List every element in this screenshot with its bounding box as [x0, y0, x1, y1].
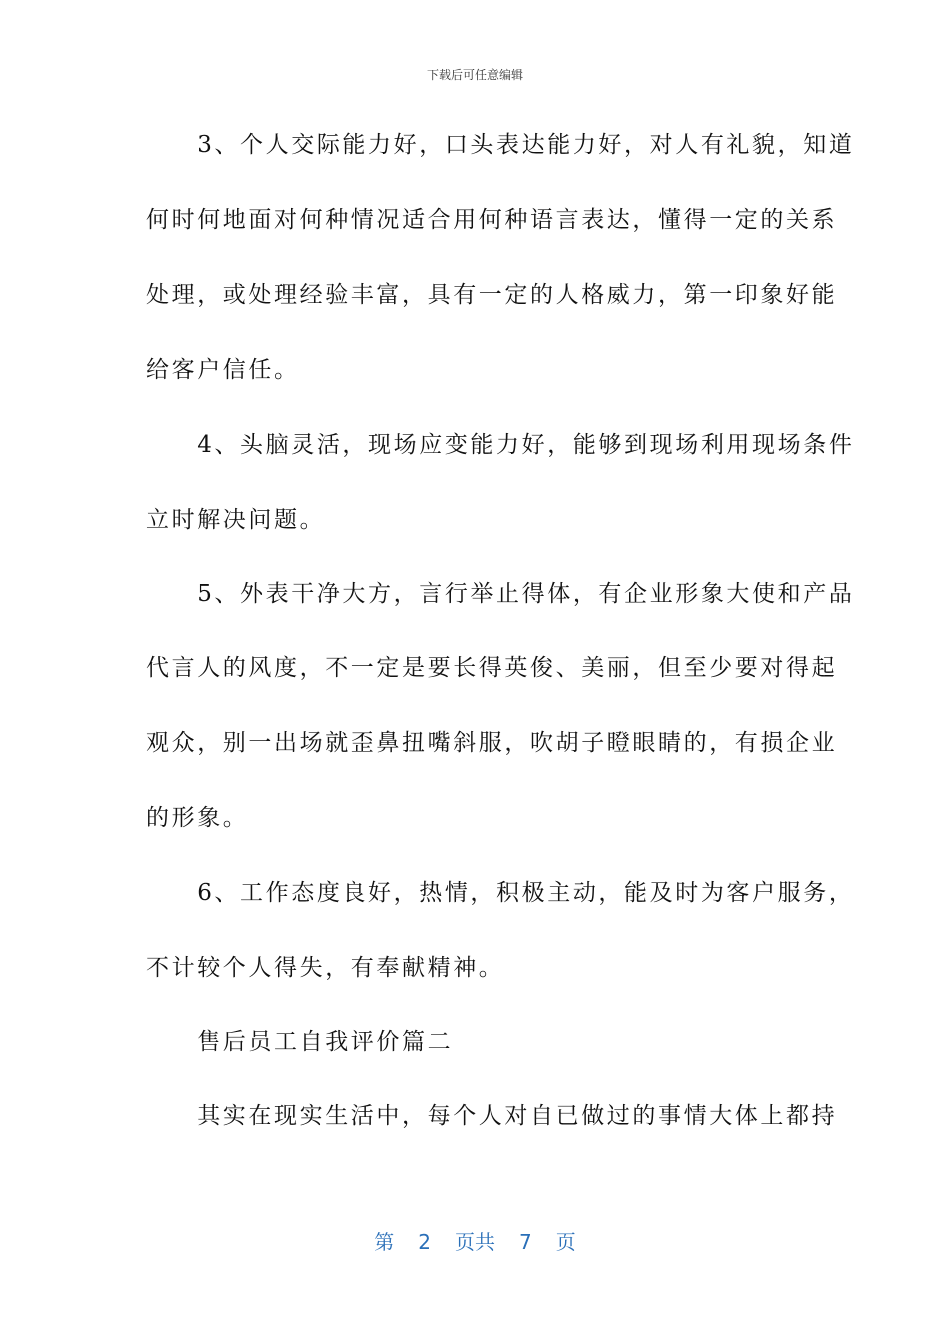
page-header: 下载后可任意编辑 — [426, 68, 523, 82]
footer-page-number: 2 — [418, 1230, 431, 1254]
text-line-9: 观众，别一出场就歪鼻扭嘴斜服，吹胡子瞪眼睛的，有损企业 — [146, 730, 838, 756]
text-line-4: 给客户信任。 — [146, 357, 300, 383]
text-line-3: 处理，或处理经验丰富，具有一定的人格威力，第一印象好能 — [146, 282, 838, 308]
text-line-6: 立时解决问题。 — [146, 507, 326, 533]
page-footer — [0, 1226, 950, 1255]
text-line-13: 其实在现实生活中，每个人对自已做过的事情大体上都持 — [146, 1103, 838, 1129]
footer-total-pages: 7 — [519, 1230, 532, 1254]
section-heading: 售后员工自我评价篇二 — [146, 1029, 454, 1055]
text-line-10: 的形象。 — [146, 805, 249, 831]
footer-suffix: 页 — [555, 1230, 576, 1254]
text-line-11: 6、工作态度良好，热情，积极主动，能及时为客户服务， — [146, 880, 855, 906]
text-line-5: 4、头脑灵活，现场应变能力好，能够到现场利用现场条件 — [146, 432, 855, 458]
footer-prefix: 第 — [374, 1230, 395, 1254]
text-line-12: 不计较个人得失，有奉献精神。 — [146, 955, 505, 981]
text-line-8: 代言人的风度，不一定是要长得英俊、美丽，但至少要对得起 — [146, 655, 838, 681]
text-line-1: 3、个人交际能力好，口头表达能力好，对人有礼貌，知道 — [146, 132, 855, 158]
text-line-2: 何时何地面对何种情况适合用何种语言表达，懂得一定的关系 — [146, 207, 838, 233]
footer-middle: 页共 — [455, 1230, 495, 1254]
text-line-7: 5、外表干净大方，言行举止得体，有企业形象大使和产品 — [146, 581, 855, 607]
